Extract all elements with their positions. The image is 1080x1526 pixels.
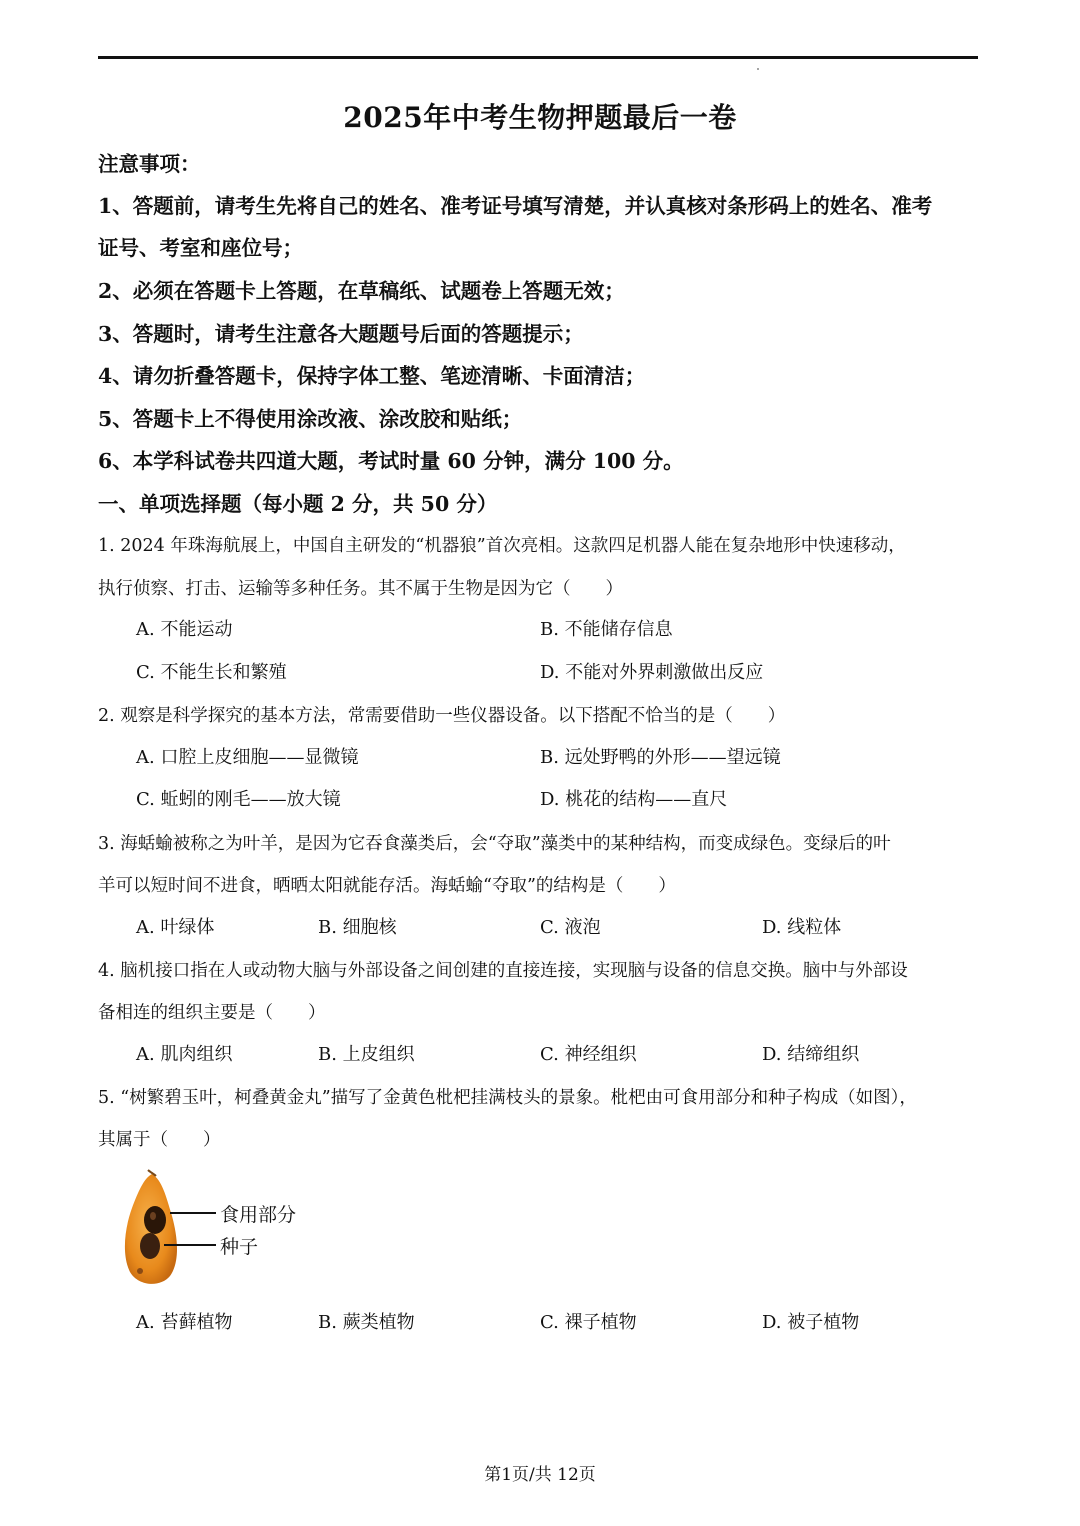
question-3-text: 3. 海蛞蝓被称之为叶羊，是因为它吞食藻类后，会“夺取”藻类中的某种结构，而变成绿色。变绿后的叶 [98, 834, 891, 854]
question-5-text: 其属于（ ） [98, 1130, 221, 1150]
question-5-text: 5. “树繁碧玉叶，柯叠黄金丸”描写了金黄色枇杷挂满枝头的景象。枇杷由可食用部分和种子构成（如图）， [98, 1088, 917, 1108]
notice-heading: 注意事项： [98, 152, 201, 176]
question-4-option-c: C. 神经组织 [540, 1044, 637, 1065]
question-1-option-c: C. 不能生长和繁殖 [136, 662, 287, 683]
question-4-option-b: B. 上皮组织 [318, 1044, 415, 1065]
question-1-option-b: B. 不能储存信息 [540, 619, 673, 640]
seed-lower [140, 1233, 160, 1259]
loquat-figure [118, 1168, 318, 1293]
section-title: 一、单项选择题（每小题 2 分，共 50 分） [98, 492, 498, 516]
question-3-text: 羊可以短时间不进食，晒晒太阳就能存活。海蛞蝓“夺取”的结构是（ ） [98, 876, 676, 896]
question-5-option-c: C. 裸子植物 [540, 1312, 637, 1333]
notice-item: 证号、考室和座位号； [98, 236, 303, 260]
notice-item: 4、请勿折叠答题卡，保持字体工整、笔迹清晰、卡面清洁； [98, 364, 646, 388]
label-seed: 种子 [220, 1236, 259, 1258]
label-edible-part: 食用部分 [220, 1204, 297, 1226]
question-5-option-a: A. 苔藓植物 [136, 1312, 233, 1333]
question-3-option-b: B. 细胞核 [318, 917, 397, 938]
notice-item: 3、答题时，请考生注意各大题题号后面的答题提示； [98, 322, 584, 346]
question-1-option-d: D. 不能对外界刺激做出反应 [540, 662, 764, 683]
question-1-option-a: A. 不能运动 [136, 619, 233, 640]
notice-item: 1、答题前，请考生先将自己的姓名、准考证号填写清楚，并认真核对条形码上的姓名、准考 [98, 194, 933, 218]
question-5-option-d: D. 被子植物 [762, 1312, 860, 1333]
question-4-text: 备相连的组织主要是（ ） [98, 1003, 326, 1023]
question-5-option-b: B. 蕨类植物 [318, 1312, 415, 1333]
question-2-option-b: B. 远处野鸭的外形——望远镜 [540, 747, 781, 768]
speck [757, 68, 759, 70]
question-4-option-a: A. 肌肉组织 [136, 1044, 233, 1065]
question-2-option-a: A. 口腔上皮细胞——显微镜 [136, 747, 359, 768]
question-2-text: 2. 观察是科学探究的基本方法，常需要借助一些仪器设备。以下搭配不恰当的是（ ） [98, 706, 786, 726]
question-4-option-d: D. 结缔组织 [762, 1044, 860, 1065]
header-rule [98, 56, 978, 59]
question-2-option-d: D. 桃花的结构——直尺 [540, 789, 728, 810]
page-footer: 第1页/共 12页 [484, 1465, 596, 1485]
notice-item: 6、本学科试卷共四道大题，考试时量 60 分钟，满分 100 分。 [98, 449, 684, 473]
question-2-option-c: C. 蚯蚓的刚毛——放大镜 [136, 789, 341, 810]
question-4-text: 4. 脑机接口指在人或动物大脑与外部设备之间创建的直接连接，实现脑与设备的信息交换。脑中与外部设 [98, 961, 908, 981]
page-title: 2025年中考生物押题最后一卷 [343, 101, 737, 134]
fruit-spot [137, 1268, 143, 1274]
notice-item: 2、必须在答题卡上答题，在草稿纸、试题卷上答题无效； [98, 279, 625, 303]
question-3-option-c: C. 液泡 [540, 917, 601, 938]
question-3-option-d: D. 线粒体 [762, 917, 842, 938]
seed-upper [144, 1206, 166, 1234]
question-3-option-a: A. 叶绿体 [136, 917, 215, 938]
loquat-illustration [118, 1168, 318, 1293]
seed-highlight [150, 1212, 156, 1220]
question-1-text: 1. 2024 年珠海航展上，中国自主研发的“机器狼”首次亮相。这款四足机器人能在复杂地形中快速移动， [98, 536, 906, 556]
notice-item: 5、答题卡上不得使用涂改液、涂改胶和贴纸； [98, 407, 523, 431]
question-1-text: 执行侦察、打击、运输等多种任务。其不属于生物是因为它（ ） [98, 579, 623, 599]
